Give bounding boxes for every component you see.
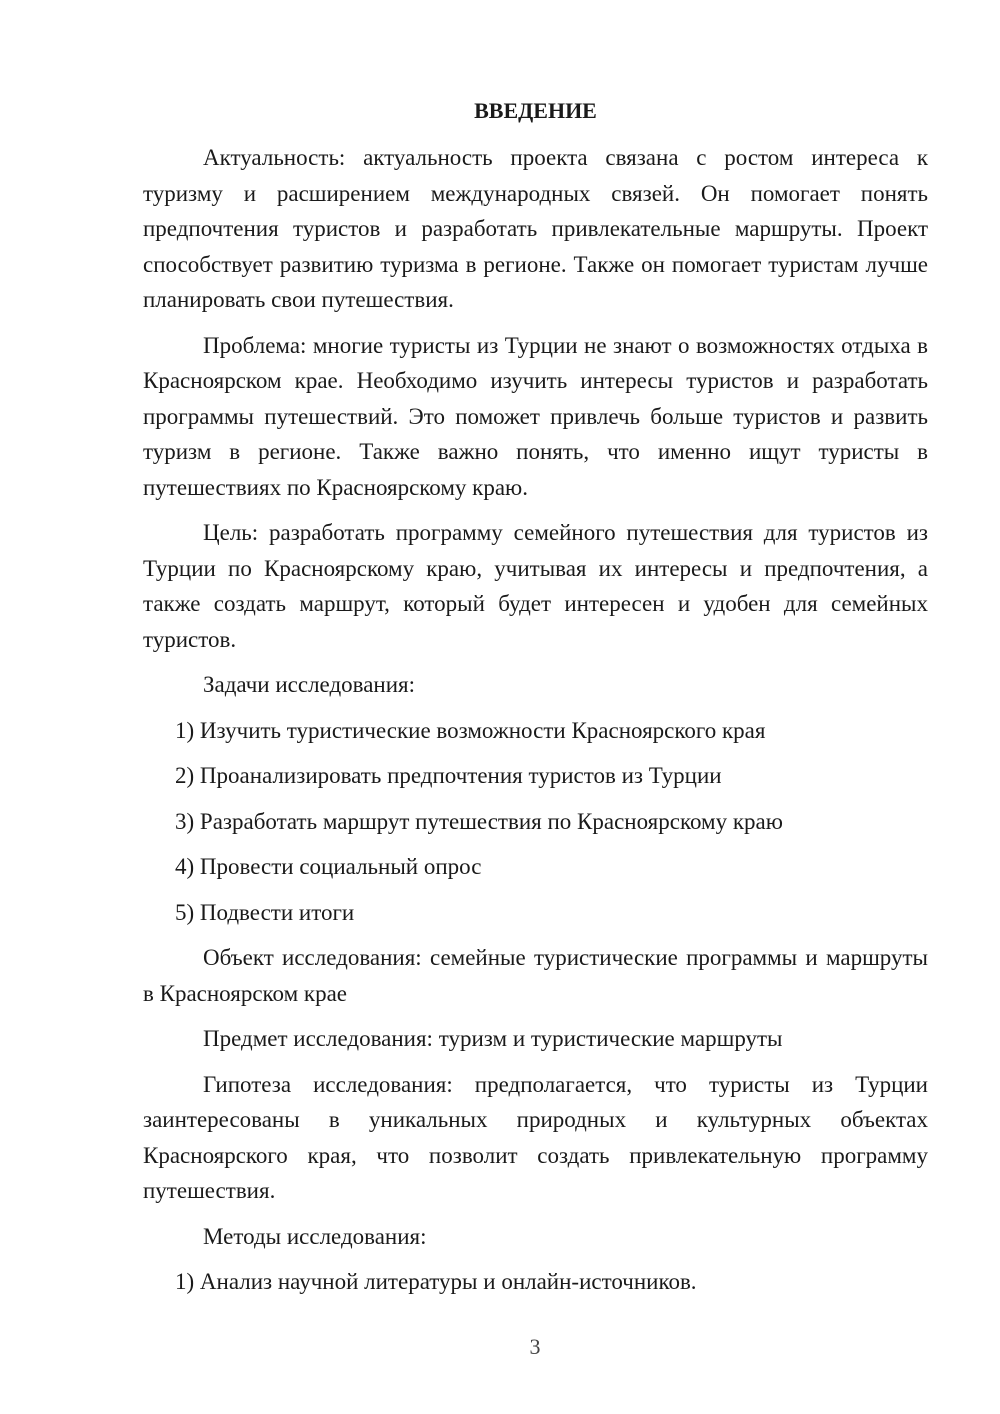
tasks-heading: Задачи исследования: — [203, 672, 416, 697]
paragraph-subject: Предмет исследования: туризм и туристические маршруты — [203, 1026, 783, 1051]
list-item: 2) Проанализировать предпочтения туристов из Турции — [175, 763, 722, 788]
list-item: 3) Разработать маршрут путешествия по Красноярскому краю — [175, 808, 783, 834]
paragraph-goal: Цель: разработать программу семейного путешествия для туристов из Турции по Красноярскому краю, учитывая их интересы и предпочтения, а также создать маршрут, который будет интересен и удобен для семейных туристов. — [143, 520, 928, 652]
list-item: 5) Подвести итоги — [175, 899, 355, 925]
list-item: 1) Изучить туристические возможности Красноярского края — [175, 717, 766, 743]
paragraph-problem: Проблема: многие туристы из Турции не знают о возможностях отдыха в Красноярском крае. Необходимо изучить интересы туристов и разработать программы путешествий. Это поможет привлечь больше туристов и развить туризм в регионе. Также важно понять, что именно ищут туристы в путешествиях по Красноярскому краю. — [143, 332, 928, 500]
tasks-list — [143, 713, 928, 931]
methods-heading: Методы исследования: — [203, 1223, 427, 1249]
paragraph-hypothesis: Гипотеза исследования: предполагается, что туристы из Турции заинтересованы в уникальных природных и культурных объектах Красноярского края, что позволит создать привлекательную программу путешествия. — [143, 1071, 928, 1203]
page-content — [143, 94, 928, 1310]
paragraph-object: Объект исследования: семейные туристические программы и маршруты в Красноярском крае — [143, 945, 928, 1006]
list-item: 4) Провести социальный опрос — [175, 854, 482, 879]
methods-list — [143, 1264, 928, 1300]
page-title: ВВЕДЕНИЕ — [474, 98, 597, 123]
paragraph-relevance: Актуальность: актуальность проекта связана с ростом интереса к туризму и расширением международных связей. Он помогает понять предпочтения туристов и разработать привлекательные маршруты. Проект способствует развитию туризма в регионе. Также он помогает туристам лучше планировать свои путешествия. — [143, 145, 928, 312]
page-number: 3 — [529, 1334, 541, 1359]
list-item: 1) Анализ научной литературы и онлайн-источников. — [175, 1269, 697, 1294]
